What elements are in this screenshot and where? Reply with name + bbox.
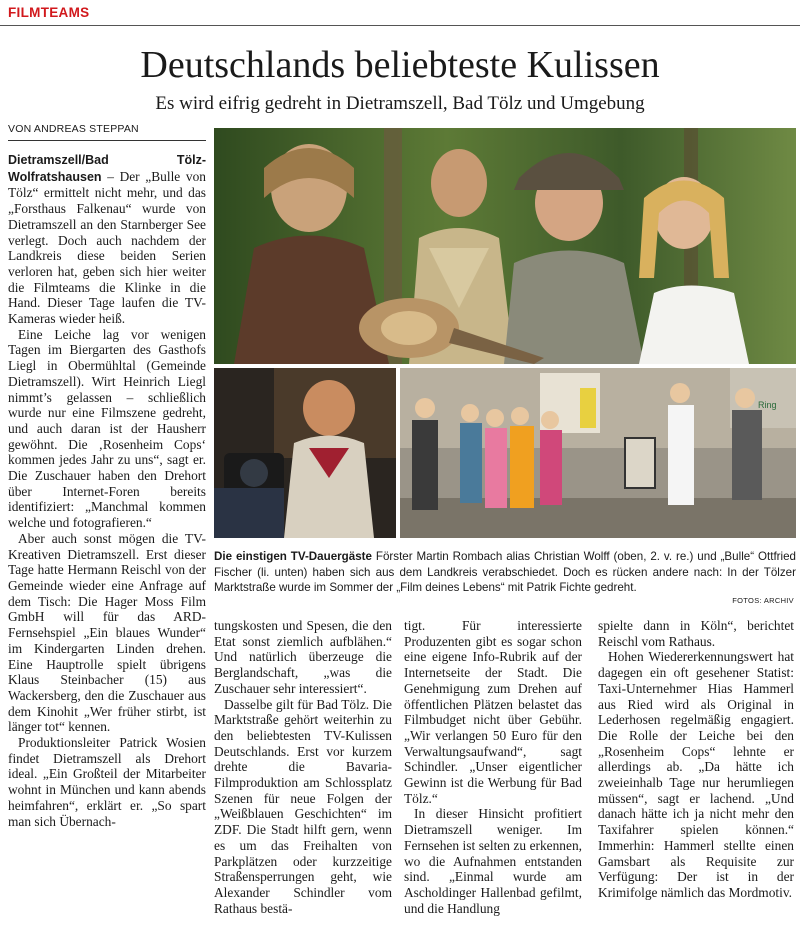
paragraph: tungskosten und Spesen, die den Etat sonst ziemlich aufblähen.“ Und natürlich überzeuge die Berglandschaft, „was die Zuschauer sehr interessiert“. xyxy=(214,618,392,696)
dateline: Dietramszell/Bad Tölz-Wolfratshausen xyxy=(8,153,206,184)
caption-text: Förster Martin Rombach alias Christian Wolff (oben, 2. v. re.) und „Bulle“ Ottfried Fischer (li. unten) haben sich aus dem Landkreis verabschiedet. Doch es rücken andere nach: In der Tölzer Marktstraße wurde im Sommer der „Film deines Lebens“ mit Patrik Fichte gedreht. xyxy=(214,550,797,594)
byline: VON ANDREAS STEPPAN xyxy=(8,123,139,135)
paragraph: tigt. Für interessierte Produzenten gibt es sogar schon eine eigene Info-Rubrik auf der Internetseite der Stadt. Die Genehmigung zum Drehen auf öffentlichen Plätzen belastet das Filmbudget nicht über Gebühr. „Wir verlangen 50 Euro für den Verwaltungsaufwand“, sagt Schindler. „Unser eigentlicher Gewinn ist die Werbung für Bad Tölz.“ xyxy=(404,618,582,806)
photo-caption xyxy=(214,549,796,596)
article-column-3 xyxy=(404,618,582,916)
photo-forest-scene xyxy=(214,128,796,364)
paragraph: spielte dann in Köln“, berichtet Reischl vom Rathaus. xyxy=(598,618,794,649)
photo-studio-illustration xyxy=(214,368,396,538)
headline: Deutschlands beliebteste Kulissen xyxy=(140,44,660,86)
byline-divider xyxy=(8,140,206,141)
photo-credit: FOTOS: ARCHIV xyxy=(732,596,794,605)
paragraph: Hohen Wiedererkennungswert hat dagegen ein oft gesehener Statist: Taxi-Unternehmer Hias Hammerl aus Ried wird als Original in Lederhosen regelmäßig engagiert. Die Rolle der Leiche bei den „Rosenheim Cops“ lehnte er allerdings ab. „Da hätte ich zweieinhalb Tage nur herumliegen müssen“, sagt er lachend. „Und danach hätte ich ja nicht mehr den Taxifahrer spielen können.“ Immerhin: Hammerl stellte einen Gamsbart als Requisite zur Verfügung: Der ist in der Krimifolge nämlich das Mordmotiv. xyxy=(598,649,794,900)
paragraph: In dieser Hinsicht profitiert Dietramszell weniger. Im Fernsehen ist selten zu erkennen, wo die Aufnahmen entstanden sind. „Einmal wurde am Ascholdinger Hallenbad gefilmt, und die Handlung xyxy=(404,806,582,916)
paragraph: Aber auch sonst mögen die TV-Kreativen Dietramszell. Erst dieser Tage hatte Hermann Reischl von der Gemeinde wieder eine Anfrage auf dem Tisch: Die Hager Moss Film GmbH will für das ARD-Fernsehspiel „Ein blaues Wunder“ im Kindergarten Linden drehen. Eine Hauptrolle spielt übrigens Klaus Steinbacher (15) aus Wackersberg, den die Zuschauer aus dem Kinohit „Wer früher stirbt, ist länger tot“ kennen. xyxy=(8,530,206,735)
photo-street-illustration xyxy=(400,368,796,538)
section-rubric: FILMTEAMS xyxy=(8,5,90,20)
article-column-2 xyxy=(214,618,392,916)
photo-forest-illustration xyxy=(214,128,796,364)
subheadline: Es wird eifrig gedreht in Dietramszell, Bad Tölz und Umgebung xyxy=(155,93,645,114)
article-column-4 xyxy=(598,618,794,901)
paragraph: Eine Leiche lag vor wenigen Tagen im Biergarten des Gasthofs Liegl in Obermühltal (Gemeinde Dietramszell). Wirt Heinrich Liegl nimmt’s gelassen – schließlich wurde nur eine Filmszene gedreht, und auch daran ist der Hausherr gewöhnt. Die ‚Rosenheim Cops‘ kommen jedes Jahr zu uns“, sagt er. Die Zuschauer haben den Drehort über Internet-Foren bereits identifiziert: „Manchmal kommen welche und fotografieren.“ xyxy=(8,326,206,531)
photo-street-scene xyxy=(400,368,796,538)
header-divider xyxy=(0,25,800,26)
caption-lead: Die einstigen TV-Dauergäste xyxy=(214,550,372,563)
paragraph: Produktionsleiter Patrick Wosien findet Dietramszell als Drehort ideal. „Ein Großteil der Mitarbeiter wohnt in München und kann abends heimfahren“, erklärt er. „So spart man sich Übernach- xyxy=(8,735,206,829)
shop-sign-text: Ring xyxy=(758,400,777,410)
paragraph: Dasselbe gilt für Bad Tölz. Die Marktstraße gehört weiterhin zu den beliebtesten TV-Kulissen Deutschlands. Erst vor kurzem drehte die Bavaria-Filmproduktion am Schlossplatz Szenen für neue Folgen der „Weißblauen Geschichten“ im ZDF. Die Stadt hilft gern, wenn es um das Freihalten von Parkplätzen oder kurzzeitige Straßensperrungen geht, wie Alexander Schindler vom Rathaus bestä- xyxy=(214,696,392,916)
photo-studio-scene xyxy=(214,368,396,538)
paragraph: Dietramszell/Bad Tölz-Wolfratshausen – Der „Bulle von Tölz“ ermittelt nicht mehr, und das „Forsthaus Falkenau“ wurde von Dietramszell an den Starnberger See verlegt. Doch auch nachdem der Landkreis diese beiden Serien verloren hat, geben sich hier weiter die Filmteams die Klinke in die Hand. Dieser Tage laufen die TV-Kameras wieder heiß. xyxy=(8,153,206,327)
article-column-1 xyxy=(8,152,206,829)
